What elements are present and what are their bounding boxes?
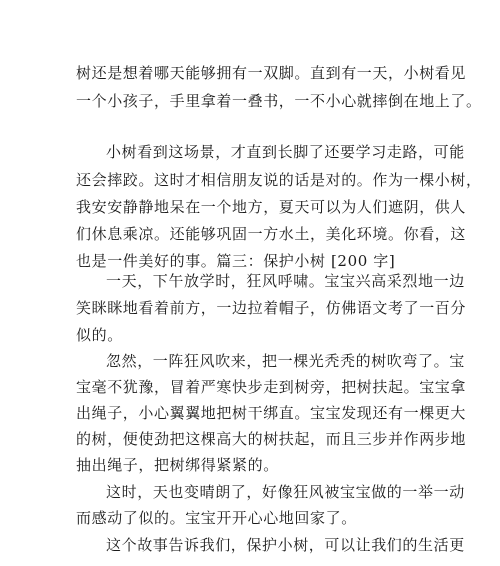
text-line: 也是一件美好的事。篇三：保护小树 [200 字]: [76, 252, 396, 270]
text-line: 似的。: [76, 326, 123, 344]
text-line: 忽然，一阵狂风吹来，把一棵光秃秃的树吹弯了。宝: [106, 352, 465, 370]
text-line: 笑眯眯地看着前方，一边拉着帽子，仿佛语文考了一百分: [76, 299, 467, 317]
text-line: 的树，便使劲把这棵高大的树扶起，而且三步并作两步地: [76, 430, 467, 448]
text-line: 抽出绳子，把树绑得紧紧的。: [76, 456, 279, 474]
text-line: 小树看到这场景，才直到长脚了还要学习走路，可能: [106, 143, 465, 161]
text-line: 一天，下午放学时，狂风呼啸。宝宝兴高采烈地一边: [106, 272, 465, 290]
text-line: 出绳子，小心翼翼地把树干绑直。宝宝发现还有一棵更大: [76, 404, 467, 422]
text-line: 一个小孩子，手里拿着一叠书，一不小心就摔倒在地上了。: [76, 92, 482, 110]
text-line: 我安安静静地呆在一个地方，夏天可以为人们遮阴，供人: [76, 198, 467, 216]
text-line: 宝毫不犹豫，冒着严寒快步走到树旁，把树扶起。宝宝拿: [76, 378, 467, 396]
text-line: 还会摔跤。这时才相信朋友说的话是对的。作为一棵小树，: [76, 171, 482, 189]
text-line: 这时，天也变晴朗了，好像狂风被宝宝做的一举一动: [106, 483, 465, 501]
text-line: 树还是想着哪天能够拥有一双脚。直到有一天，小树看见: [76, 64, 467, 82]
text-line: 这个故事告诉我们，保护小树，可以让我们的生活更: [106, 536, 465, 554]
text-line: 而感动了似的。宝宝开开心心地回家了。: [76, 509, 357, 527]
text-line: 们休息乘凉。还能够巩固一方水土，美化环境。你看，这: [76, 225, 467, 243]
